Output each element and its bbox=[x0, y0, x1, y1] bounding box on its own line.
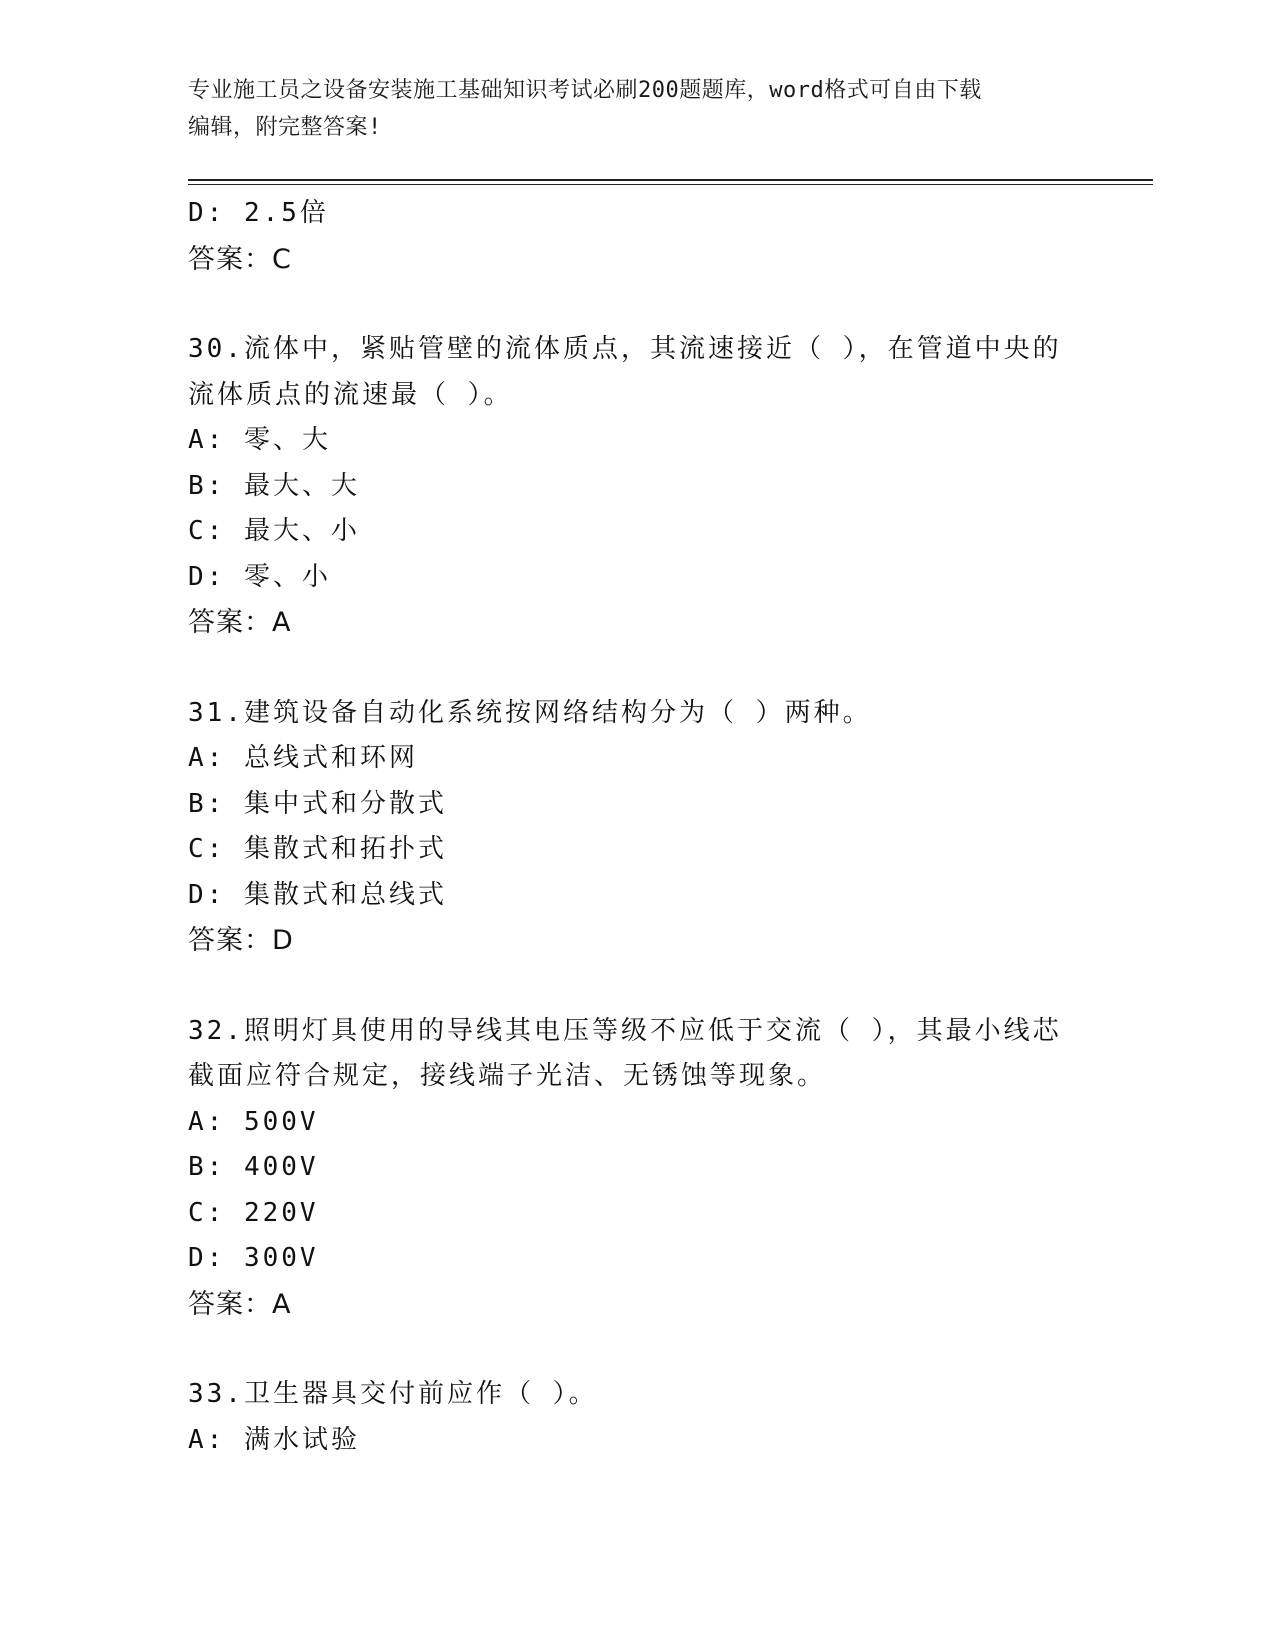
answer: 答案：D bbox=[188, 925, 294, 956]
option-d: D: 2.5倍 bbox=[188, 198, 329, 228]
option-d: D: 300V bbox=[188, 1243, 319, 1273]
answer: 答案：A bbox=[188, 607, 292, 638]
question-list bbox=[188, 191, 1088, 1463]
option-c: C: 220V bbox=[188, 1197, 319, 1228]
option-b: B: 400V bbox=[188, 1152, 319, 1182]
answer: 答案：A bbox=[188, 1288, 292, 1320]
question-32 bbox=[188, 1009, 1088, 1328]
question-31 bbox=[188, 691, 1088, 964]
option-c: C: 最大、小 bbox=[188, 516, 360, 546]
question-stem: 33.卫生器具交付前应作（ ）。 bbox=[188, 1379, 598, 1409]
option-a: A: 零、大 bbox=[188, 425, 331, 455]
header-divider bbox=[188, 179, 1153, 181]
document-header bbox=[188, 72, 1068, 146]
question-33 bbox=[188, 1372, 1088, 1463]
question-stem: 32.照明灯具使用的导线其电压等级不应低于交流（ ），其最小线芯 bbox=[188, 1015, 1062, 1046]
answer: 答案：C bbox=[188, 243, 292, 275]
option-a: A: 500V bbox=[188, 1106, 319, 1137]
header-line-1: 专业施工员之设备安装施工基础知识考试必刷200题题库，word格式可自由下载 bbox=[188, 78, 982, 103]
question-stem: 流体质点的流速最（ ）。 bbox=[188, 379, 513, 410]
question-stem: 截面应符合规定，接线端子光洁、无锈蚀等现象。 bbox=[188, 1061, 827, 1091]
header-divider-thin bbox=[188, 184, 1153, 185]
question-stem: 30.流体中，紧贴管壁的流体质点，其流速接近（ ），在管道中央的 bbox=[188, 334, 1062, 364]
option-a: A: 满水试验 bbox=[188, 1424, 360, 1455]
option-b: B: 最大、大 bbox=[188, 470, 360, 501]
option-d: D: 零、小 bbox=[188, 561, 331, 592]
option-d: D: 集散式和总线式 bbox=[188, 879, 447, 910]
option-a: A: 总线式和环网 bbox=[188, 743, 418, 773]
option-c: C: 集散式和拓扑式 bbox=[188, 834, 447, 864]
question-stem: 31.建筑设备自动化系统按网络结构分为（ ）两种。 bbox=[188, 697, 872, 728]
question-30 bbox=[188, 327, 1088, 646]
option-b: B: 集中式和分散式 bbox=[188, 788, 447, 819]
header-line-2: 编辑，附完整答案! bbox=[188, 115, 382, 140]
